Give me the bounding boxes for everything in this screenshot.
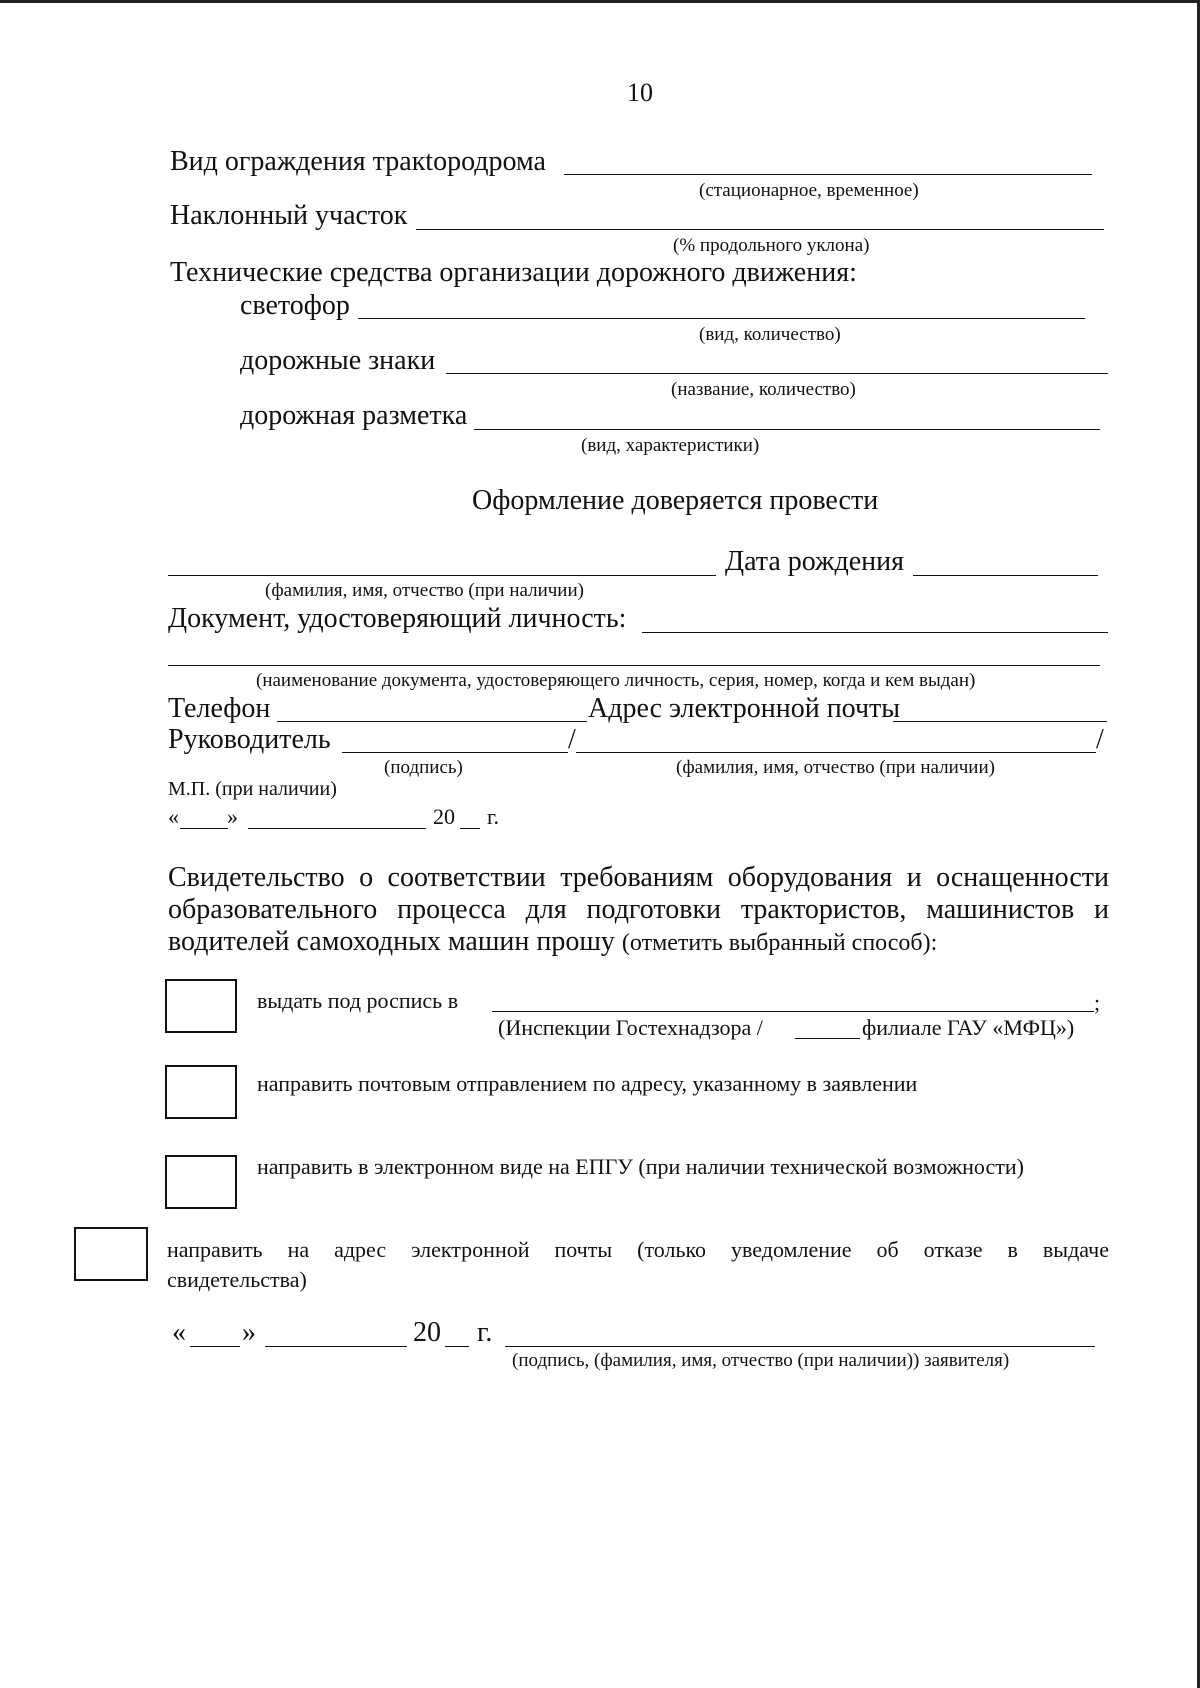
traffic-light-label: светофор: [240, 290, 350, 321]
stamp-note: М.П. (при наличии): [168, 778, 337, 800]
fence-label: Вид ограждения тракtородрома: [170, 146, 546, 177]
traffic-light-caption: (вид, количество): [699, 324, 841, 345]
head-date-year-field[interactable]: [460, 828, 480, 829]
slope-caption: (% продольного уклона): [673, 235, 870, 256]
applicant-signature-caption: (подпись, (фамилия, имя, отчество (при наличии)) заявителя): [512, 1350, 1010, 1371]
id-document-caption: (наименование документа, удостоверяющего личность, серия, номер, когда и кем выдан): [256, 670, 976, 691]
certificate-request-line-3-text: водителей самоходных машин прошу: [168, 926, 615, 957]
slope-label: Наклонный участок: [170, 200, 408, 231]
tech-heading: Технические средства организации дорожного движения:: [170, 257, 857, 288]
email-label: Адрес электронной почты: [588, 693, 901, 724]
head-name-field[interactable]: [576, 752, 1096, 753]
applicant-date-year-suffix: г.: [477, 1317, 493, 1348]
birth-date-field[interactable]: [913, 575, 1098, 576]
head-date-month-field[interactable]: [248, 828, 426, 829]
applicant-date-year-prefix: 20: [413, 1317, 441, 1348]
head-signature-caption: (подпись): [384, 757, 463, 778]
applicant-date-year-field[interactable]: [445, 1346, 469, 1347]
head-date-year-prefix: 20: [433, 804, 455, 829]
option-4-label-line-2: свидетельства): [167, 1267, 307, 1292]
certificate-request-line-2: образовательного процесса для подготовки трактористов, машинистов и: [168, 894, 1109, 925]
head-signature-field[interactable]: [342, 752, 568, 753]
head-date-close: »: [227, 804, 238, 829]
applicant-date-month-field[interactable]: [265, 1346, 407, 1347]
head-date-day-field[interactable]: [180, 828, 228, 829]
option-3-label: направить в электронном виде на ЕПГУ (при наличии технической возможности): [257, 1154, 1024, 1179]
applicant-date-day-field[interactable]: [190, 1346, 240, 1347]
road-marking-label: дорожная разметка: [240, 400, 468, 431]
scan-border-top: [0, 0, 1200, 3]
head-date-year-suffix: г.: [487, 804, 500, 829]
option-1-caption-left: (Инспекции Гостехнадзора /: [498, 1015, 763, 1040]
option-1-label: выдать под роспись в: [257, 988, 459, 1013]
id-document-field[interactable]: [642, 632, 1108, 633]
person-name-field[interactable]: [168, 575, 716, 576]
head-slash-1: /: [568, 724, 576, 755]
person-name-caption: (фамилия, имя, отчество (при наличии): [265, 580, 584, 601]
road-marking-field[interactable]: [474, 429, 1100, 430]
head-slash-2: /: [1096, 724, 1104, 755]
option-2-checkbox[interactable]: [165, 1065, 237, 1119]
phone-label: Телефон: [168, 693, 271, 724]
fence-caption: (стационарное, временное): [699, 180, 919, 201]
email-field[interactable]: [893, 721, 1107, 722]
fence-field[interactable]: [564, 174, 1092, 175]
applicant-date-open: «: [172, 1317, 186, 1348]
applicant-signature-field[interactable]: [505, 1346, 1095, 1347]
birth-date-label: Дата рождения: [725, 546, 904, 577]
id-document-field-2[interactable]: [168, 665, 1100, 666]
phone-field[interactable]: [277, 721, 587, 722]
option-2-label: направить почтовым отправлением по адресу, указанному в заявлении: [257, 1071, 918, 1096]
slope-field[interactable]: [416, 229, 1104, 230]
option-1-caption-gap: [795, 1038, 860, 1039]
road-signs-label: дорожные знаки: [240, 345, 436, 376]
certificate-request-line-3: [168, 926, 1109, 959]
head-date-open: «: [168, 804, 179, 829]
option-1-semicolon: ;: [1094, 990, 1101, 1015]
entrusted-heading: Оформление доверяется провести: [472, 485, 879, 516]
road-signs-caption: (название, количество): [671, 379, 856, 400]
road-signs-field[interactable]: [446, 373, 1108, 374]
certificate-request-line-1: Свидетельство о соответствии требованиям оборудования и оснащенности: [168, 862, 1109, 893]
option-4-checkbox[interactable]: [74, 1227, 148, 1281]
certificate-request-note: (отметить выбранный способ):: [621, 930, 938, 956]
option-4-label-line-1: направить на адрес электронной почты (только уведомление об отказе в выдаче: [167, 1237, 1109, 1262]
certificate-request: [168, 862, 1109, 959]
head-name-caption: (фамилия, имя, отчество (при наличии): [676, 757, 995, 778]
option-3-checkbox[interactable]: [165, 1155, 237, 1209]
applicant-date-close: »: [242, 1317, 256, 1348]
option-1-checkbox[interactable]: [165, 979, 237, 1033]
head-label: Руководитель: [168, 724, 331, 755]
road-marking-caption: (вид, характеристики): [581, 435, 760, 456]
traffic-light-field[interactable]: [358, 318, 1085, 319]
option-1-caption-right: филиале ГАУ «МФЦ»): [862, 1015, 1075, 1040]
option-4-label: [167, 1235, 1109, 1295]
id-document-label: Документ, удостоверяющий личность:: [168, 603, 627, 634]
option-1-field[interactable]: [492, 1011, 1094, 1012]
page-number: 10: [627, 78, 653, 107]
